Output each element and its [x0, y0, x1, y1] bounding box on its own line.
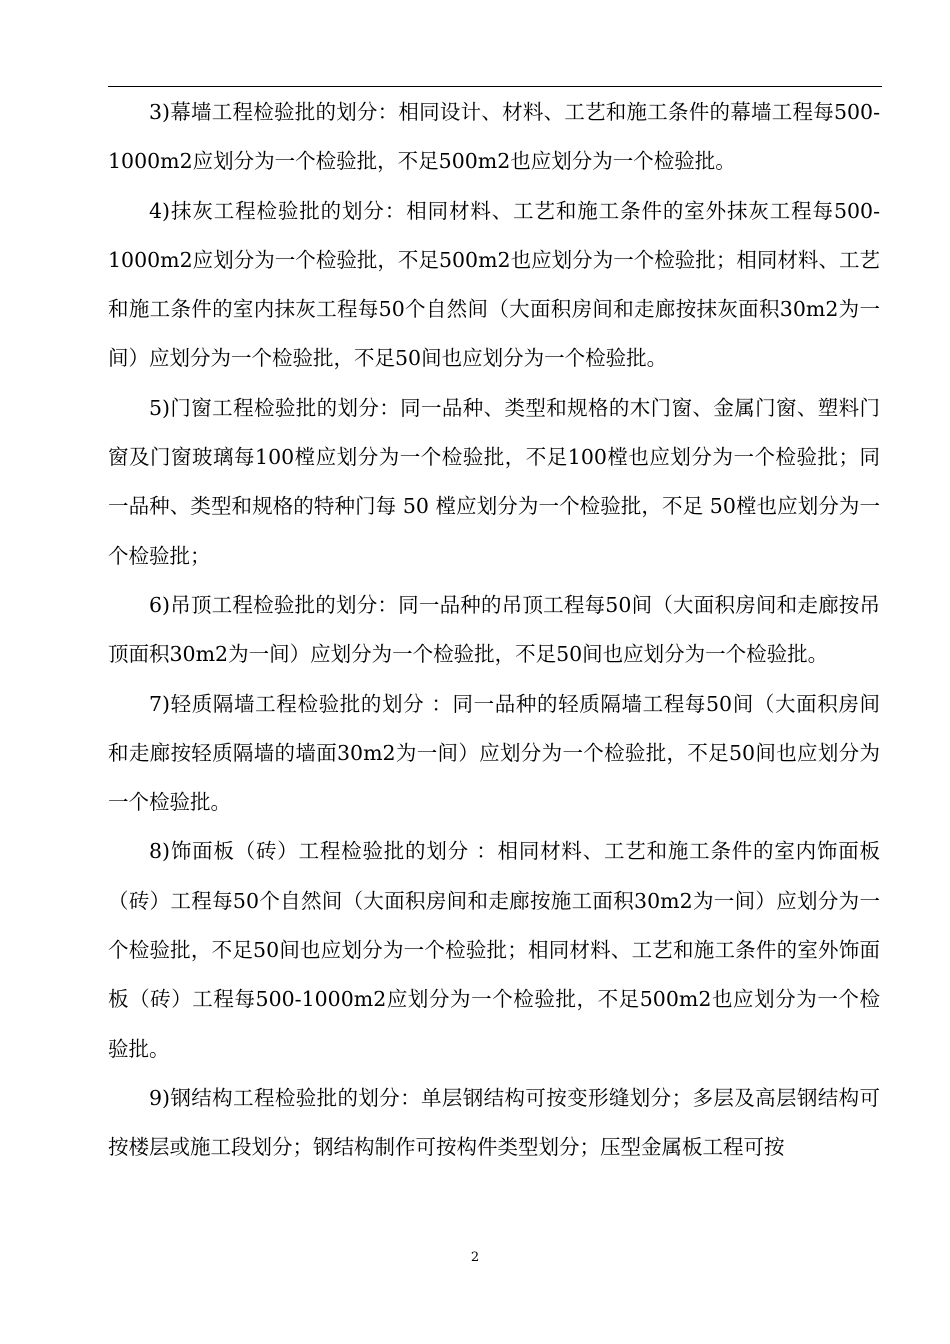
paragraph-plastering: 4)抹灰工程检验批的划分：相同材料、工艺和施工条件的室外抹灰工程每500-1000m2应划分为一个检验批，不足500m2也应划分为一个检验批；相同材料、工艺和施工条件的室内抹灰工程每50个自然间（大面积房间和走廊按抹灰面积30m2为一间）应划分为一个检验批，不足50间也应划分为一个检验批。 [108, 198, 880, 371]
paragraph-steel-structure: 9)钢结构工程检验批的划分：单层钢结构可按变形缝划分；多层及高层钢结构可按楼层或施工段划分；钢结构制作可按构件类型划分；压型金属板工程可按 [108, 1085, 880, 1160]
paragraph-doors-windows: 5)门窗工程检验批的划分：同一品种、类型和规格的木门窗、金属门窗、塑料门窗及门窗玻璃每100樘应划分为一个检验批，不足100樘也应划分为一个检验批；同一品种、类型和规格的特种门每 50 樘应划分为一个检验批，不足 50樘也应划分为一个检验批； [108, 395, 880, 568]
paragraph-curtain-wall: 3)幕墙工程检验批的划分：相同设计、材料、工艺和施工条件的幕墙工程每500-1000m2应划分为一个检验批，不足500m2也应划分为一个检验批。 [108, 100, 880, 174]
page-number: 2 [470, 1250, 480, 1265]
paragraph-facing-panels: 8)饰面板（砖）工程检验批的划分 ：相同材料、工艺和施工条件的室内饰面板（砖）工程每50个自然间（大面积房间和走廊按施工面积30m2为一间）应划分为一个检验批，不足50间也应划分为一个检验批；相同材料、工艺和施工条件的室外饰面板（砖）工程每500-1000m2应划分为一个检验批，不足500m2也应划分为一个检验批。 [108, 839, 880, 1061]
header-rule [108, 86, 882, 87]
paragraph-suspended-ceiling: 6)吊顶工程检验批的划分：同一品种的吊顶工程每50间（大面积房间和走廊按吊顶面积30m2为一间）应划分为一个检验批，不足50间也应划分为一个检验批。 [108, 592, 880, 667]
document-body [108, 88, 880, 1173]
paragraph-light-partition: 7)轻质隔墙工程检验批的划分 ：同一品种的轻质隔墙工程每50间（大面积房间 和走廊按轻质隔墙的墙面30m2为一间）应划分为一个检验批，不足50间也应划分为一个检验批。 [108, 691, 880, 815]
